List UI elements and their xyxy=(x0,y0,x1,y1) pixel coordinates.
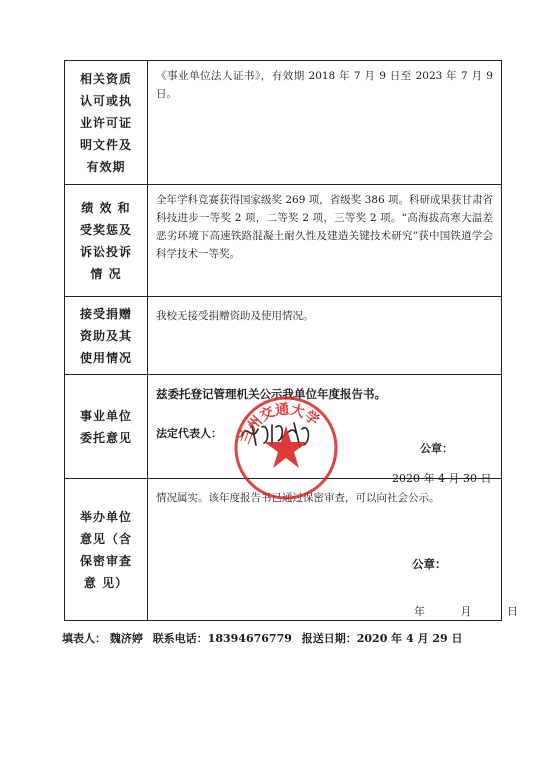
label-line: 诉讼投诉 xyxy=(79,244,132,259)
label-line: 举办单位 xyxy=(79,509,132,524)
entrust-stamp-label: 公章： xyxy=(420,442,453,455)
label-line: 使用情况 xyxy=(79,350,132,365)
sponsor-stamp-label: 公章： xyxy=(412,557,447,571)
qualification-content: 《事业单位法人证书》，有效期 2018 年 7 月 9 日至 2023 年 7 月 9 日。 xyxy=(148,61,502,185)
label-line: 事业单位 xyxy=(79,408,132,423)
label-line: 保密审查 xyxy=(79,553,132,568)
label-line: 相关资质 xyxy=(79,71,132,86)
label-line: 接受捐赠 xyxy=(79,306,132,321)
svg-text:兰州交通大学: 兰州交通大学 xyxy=(236,401,322,447)
label-line: 有效期 xyxy=(86,159,126,174)
entrust-text: 兹委托登记管理机关公示我单位年度报告书。 xyxy=(156,387,386,401)
legal-rep-label: 法定代表人： xyxy=(156,427,222,440)
label-line: 意见（含 xyxy=(79,531,132,546)
form-footer xyxy=(62,630,468,646)
label-line: 意 见） xyxy=(83,575,129,590)
donation-label xyxy=(65,297,148,375)
sponsor-date: 年 月 日 xyxy=(414,605,534,618)
table-row xyxy=(65,297,502,375)
entrust-date: 2020 年 4 月 30 日 xyxy=(392,472,492,485)
entrust-label xyxy=(65,375,148,479)
label-line: 绩 效 和 xyxy=(81,200,131,215)
contact-phone: 联系电话：18394676779 xyxy=(152,632,292,645)
table-row xyxy=(65,61,502,185)
submit-date: 报送日期：2020 年 4 月 29 日 xyxy=(301,632,463,645)
performance-content: 全年学科竞赛获得国家级奖 269 项，省级奖 386 项。科研成果获甘肃省科技进步一等奖 2 项，二等奖 2 项，三等奖 2 项。“高海拔高寒大温差恶劣环境下高速铁路混凝土耐久性及建造关键技术研究”获中国铁道学会科学技术一等奖。 xyxy=(148,185,502,297)
performance-label xyxy=(65,185,148,297)
qualification-label xyxy=(65,61,148,185)
label-line: 资助及其 xyxy=(79,328,132,343)
sponsor-label xyxy=(65,479,148,621)
official-seal-icon xyxy=(230,392,342,504)
label-line: 受奖惩及 xyxy=(79,222,132,237)
donation-content: 我校无接受捐赠资助及使用情况。 xyxy=(148,297,502,375)
label-line: 委托意见 xyxy=(79,430,132,445)
annual-report-table xyxy=(64,60,502,621)
label-line: 业许可证 xyxy=(79,115,132,130)
filler-name: 填表人： 魏济婷 xyxy=(62,632,143,645)
label-line: 情 况 xyxy=(90,266,122,281)
label-line: 认可或执 xyxy=(79,93,132,108)
table-row xyxy=(65,185,502,297)
label-line: 明文件及 xyxy=(79,137,132,152)
sponsor-opinion-text: 情况属实。该年度报告书已通过保密审查，可以向社会公示。 xyxy=(156,492,440,504)
